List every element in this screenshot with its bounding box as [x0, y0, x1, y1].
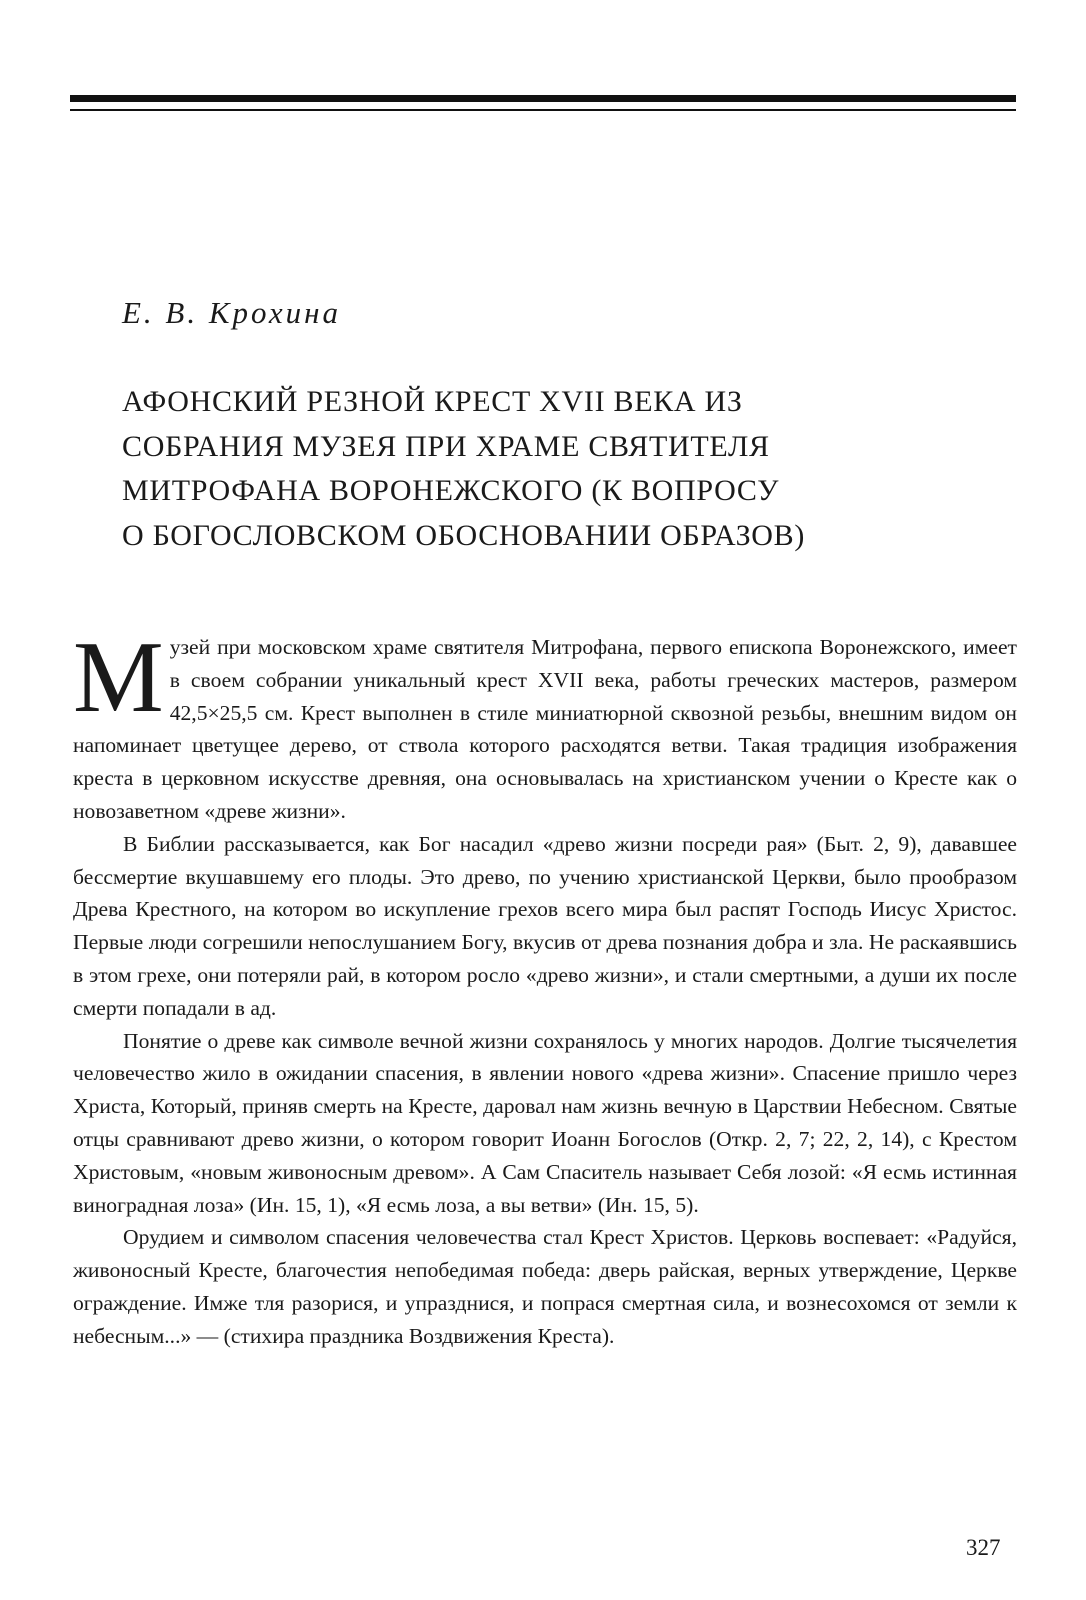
title-line: МИТРОФАНА ВОРОНЕЖСКОГО (К ВОПРОСУ [122, 474, 780, 507]
paragraph-1: Музей при московском храме святителя Митрофана, первого епископа Воронежского, имеет в своем собрании уникальный крест XVII века, работы греческих мастеров, размером 42,5×25,5 см. Крест выполнен в стиле миниатюрной сквозной резьбы, внешним видом он напоминает цветущее дерево, от ствола которого расходятся ветви. Такая традиция изображения креста в церковном искусстве древняя, она основывалась на христианском учении о Кресте как о новозаветном «древе жизни». [73, 621, 1017, 823]
paragraph-3: Понятие о древе как символе вечной жизни сохранялось у многих народов. Долгие тысячелетия человечество жило в ожидании спасения, в явлении нового «древа жизни». Спасение пришло через Христа, Который, приняв смерть на Кресте, даровал нам жизнь вечную в Царствии Небесном. Святые отцы сравнивают древо жизни, о котором говорит Иоанн Богослов (Откр. 2, 7; 22, 2, 14), с Крестом Христовым, «новым живоносным древом». А Сам Спаситель называет Себя лозой: «Я есмь истинная виноградная лоза» (Ин. 15, 1), «Я есмь лоза, а вы ветви» (Ин. 15, 5). [73, 1028, 1017, 1217]
article-body [73, 621, 1017, 1353]
paragraph-4: Орудием и символом спасения человечества стал Крест Христов. Церковь воспевает: «Радуйся, живоносный Кресте, благочестия непобедимая победа: дверь райская, верных утверждение, Церкве ограждение. Имже тля разорися, и упразднися, и попрася смертная сила, и вознесохомся от земли к небесным...» — (стихира праздника Воздвижения Креста). [73, 1225, 1017, 1348]
author-name: Е. В. Крохина [122, 295, 341, 330]
title-line: АФОНСКИЙ РЕЗНОЙ КРЕСТ XVII ВЕКА ИЗ [122, 385, 743, 418]
header-rule-thick [70, 95, 1016, 102]
title-line: СОБРАНИЯ МУЗЕЯ ПРИ ХРАМЕ СВЯТИТЕЛЯ [122, 429, 770, 463]
title-line: О БОГОСЛОВСКОМ ОБОСНОВАНИИ ОБРАЗОВ) [122, 518, 806, 552]
header-rule-thin [70, 109, 1016, 111]
paragraph-2: В Библии рассказывается, как Бог насадил «древо жизни посреди рая» (Быт. 2, 9), дававшее бессмертие вкушавшему его плоды. Это древо, по учению христианской Церкви, было прообразом Древа Крестного, на котором во искупление грехов всего мира был распят Господь Иисус Христос. Первые люди согрешили непослушанием Богу, вкусив от древа познания добра и зла. Не раскаявшись в этом грехе, они потеряли рай, в котором росло «древо жизни», и стали смертными, а души их после смерти попадали в ад. [73, 831, 1017, 1020]
page-number: 327 [966, 1535, 1001, 1560]
article-title [122, 380, 942, 558]
